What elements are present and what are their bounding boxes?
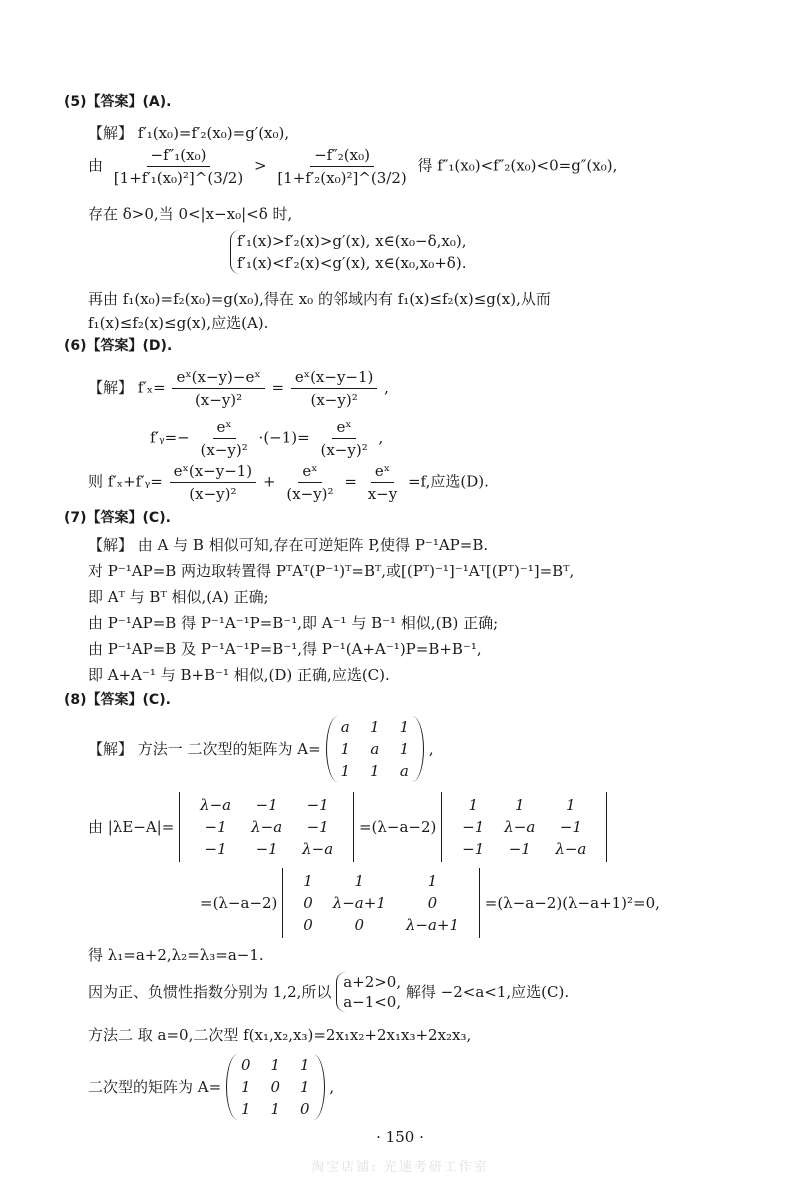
q7-line-1: 【解】 由 A 与 B 相似可知,存在可逆矩阵 P,使得 P⁻¹AP=B. bbox=[88, 536, 489, 554]
det3-cell: 1 bbox=[427, 872, 438, 890]
det3-cell: λ−a+1 bbox=[332, 894, 386, 912]
q7-answer-heading: (7)【答案】(C). bbox=[64, 510, 171, 526]
q7-line-2: 对 P⁻¹AP=B 两边取转置得 PᵀAᵀ(P⁻¹)ᵀ=Bᵀ,或[(Pᵀ)⁻¹]⁻¹Aᵀ[(Pᵀ)⁻¹]=Bᵀ, bbox=[88, 562, 575, 580]
matrix-a-cell: a bbox=[370, 740, 380, 758]
q5-line-3: 存在 δ>0,当 0<|x−x₀|<δ 时, bbox=[88, 205, 293, 223]
matrix-a2-cell: 1 bbox=[270, 1100, 281, 1118]
q5-cases bbox=[230, 230, 466, 274]
matrix-a2-cell: 1 bbox=[300, 1078, 310, 1096]
det2-cell: −1 bbox=[462, 840, 485, 858]
det3-cell: λ−a+1 bbox=[405, 916, 460, 934]
q8-method1-matrix-line: 【解】 方法一 二次型的矩阵为 A= a 1 1 1 a 1 1 1 a , bbox=[88, 718, 434, 780]
matrix-a2-cell: 1 bbox=[300, 1056, 310, 1074]
matrix-a-cell: 1 bbox=[399, 718, 410, 736]
matrix-a2-cell: 0 bbox=[270, 1078, 281, 1096]
det1-cell: λ−a bbox=[302, 840, 334, 858]
det1-cell: −1 bbox=[306, 796, 329, 814]
q7-line-3: 即 Aᵀ 与 Bᵀ 相似,(A) 正确; bbox=[88, 588, 269, 606]
det2-cell: −1 bbox=[462, 818, 485, 836]
det2-cell: −1 bbox=[559, 818, 582, 836]
det2-cell: λ−a bbox=[504, 818, 536, 836]
q8-method2-matrix-line: 二次型的矩阵为 A= 0 1 1 1 0 1 1 1 0 , bbox=[88, 1056, 335, 1118]
matrix-a-cell: 1 bbox=[370, 718, 380, 736]
page-number: · 150 · bbox=[376, 1128, 424, 1146]
q6-line-3: 则 f′ₓ+f′ᵧ= $\frac{\text{eˣ(x−y−1)}}{\text{(x−y)²}}$ + $\frac{\text{eˣ}}{\text{(x−y)²}}$ = $\frac{\text{eˣ}}{x-y}$ =f,应选(D). bbox=[88, 462, 489, 503]
q8-answer-heading: (8)【答案】(C). bbox=[64, 692, 171, 708]
matrix-a-cell: a bbox=[399, 762, 409, 780]
det2-cell: λ−a bbox=[555, 840, 587, 858]
q8-det-line-1: 由 |λE−A|= λ−a −1 −1 −1 λ−a −1 −1 −1 λ−a =(λ−a−2) 1 1 1 −1 λ−a −1 −1 −1 λ−a bbox=[88, 792, 607, 862]
det1-cell: −1 bbox=[255, 796, 278, 814]
q5-line-4: 再由 f₁(x₀)=f₂(x₀)=g(x₀),得在 x₀ 的邻域内有 f₁(x)≤f₂(x)≤g(x),从而 bbox=[88, 290, 551, 308]
q6-line-1: 【解】 f′ₓ= $\frac{\text{eˣ(x−y)−eˣ}}{\text{(x−y)²}}$ = $\frac{\text{eˣ(x−y−1)}}{\text{(x−y)²}}$ , bbox=[88, 368, 389, 409]
q6-answer-heading: (6)【答案】(D). bbox=[64, 338, 173, 354]
det2-cell: 1 bbox=[468, 796, 478, 814]
matrix-a2-cell: 0 bbox=[300, 1100, 310, 1118]
q5-line-1: 【解】 f′₁(x₀)=f′₂(x₀)=g′(x₀), bbox=[88, 124, 290, 142]
matrix-a2-cell: 0 bbox=[240, 1056, 251, 1074]
det2-cell: 1 bbox=[566, 796, 576, 814]
q5-case-1: f′₁(x)>f′₂(x)>g′(x), x∈(x₀−δ,x₀), bbox=[237, 232, 467, 250]
q7-line-6: 即 A+A⁻¹ 与 B+B⁻¹ 相似,(D) 正确,应选(C). bbox=[88, 666, 390, 684]
q8-eigenvalues: 得 λ₁=a+2,λ₂=λ₃=a−1. bbox=[88, 946, 264, 964]
q5-from: 由 bbox=[88, 156, 104, 175]
det3-cell: 1 bbox=[303, 872, 313, 890]
det3-cell: 0 bbox=[427, 894, 438, 912]
matrix-a-cell: 1 bbox=[370, 762, 380, 780]
matrix-a2-cell: 1 bbox=[270, 1056, 281, 1074]
det1-cell: −1 bbox=[306, 818, 329, 836]
matrix-a2-cell: 1 bbox=[240, 1078, 251, 1096]
q5-answer-heading: (5)【答案】(A). bbox=[64, 94, 172, 110]
det1-cell: −1 bbox=[204, 818, 227, 836]
matrix-a-cell: 1 bbox=[340, 762, 351, 780]
q8-det-line-2: =(λ−a−2) 1 1 1 0 λ−a+1 0 0 0 λ−a+1 =(λ−a−2)(λ−a+1)²=0, bbox=[200, 868, 660, 938]
det3-cell: 0 bbox=[354, 916, 365, 934]
q7-line-5: 由 P⁻¹AP=B 及 P⁻¹A⁻¹P=B⁻¹,得 P⁻¹(A+A⁻¹)P=B+B⁻¹, bbox=[88, 640, 482, 658]
det1-cell: λ−a bbox=[200, 796, 232, 814]
q6-line-2: f′ᵧ=− $\frac{\text{eˣ}}{\text{(x−y)²}}$ ·(−1)= $\frac{\text{eˣ}}{\text{(x−y)²}}$ , bbox=[150, 418, 384, 459]
matrix-a2-cell: 1 bbox=[240, 1100, 251, 1118]
det3-cell: 1 bbox=[354, 872, 365, 890]
det1-cell: λ−a bbox=[251, 818, 283, 836]
q8-det-3 bbox=[282, 868, 480, 938]
q7-line-4: 由 P⁻¹AP=B 得 P⁻¹A⁻¹P=B⁻¹,即 A⁻¹ 与 B⁻¹ 相似,(B) 正确; bbox=[88, 614, 499, 632]
q5-fraction-2: $\frac{\text{−f″₂(x₀)}}{\text{[1+f′₂(x₀)²]\textasciicircum{}(3/2)}}$ bbox=[277, 146, 407, 187]
q5-line-5: f₁(x)≤f₂(x)≤g(x),应选(A). bbox=[88, 314, 269, 332]
matrix-a-cell: 1 bbox=[340, 740, 351, 758]
q5-line-2: 由 $\frac{\text{−f″₁(x₀)}}{\text{[1+f′₁(x₀)²]\textasciicircum{}(3/2)}}$ > $\frac{\text{−f″₂(x₀)}}{\text{[1+f′₂(x₀)²]\textasciicircum{}(3/2)}}$ 得 f″₁(x₀)<f″₂(x₀)<0=g″(x₀), bbox=[88, 146, 618, 187]
det1-cell: −1 bbox=[204, 840, 227, 858]
det3-cell: 0 bbox=[303, 916, 313, 934]
det2-cell: 1 bbox=[515, 796, 525, 814]
matrix-a-cell: a bbox=[340, 718, 350, 736]
q8-matrix-a bbox=[326, 716, 425, 782]
q8-inertia-line: 因为正、负惯性指数分别为 1,2,所以 a+2>0, a−1<0, 解得 −2<a<1,应选(C). bbox=[88, 973, 570, 1011]
det1-cell: −1 bbox=[255, 840, 278, 858]
q8-det-2 bbox=[441, 792, 607, 862]
q8-matrix-a-2 bbox=[226, 1054, 325, 1120]
watermark: 淘宝店铺: 光速考研工作室 bbox=[311, 1160, 489, 1175]
det2-cell: −1 bbox=[508, 840, 531, 858]
det3-cell: 0 bbox=[303, 894, 313, 912]
q5-case-2: f′₁(x)<f′₂(x)<g′(x), x∈(x₀,x₀+δ). bbox=[237, 254, 467, 272]
matrix-a-cell: 1 bbox=[399, 740, 410, 758]
q5-derive: 得 f″₁(x₀)<f″₂(x₀)<0=g″(x₀), bbox=[417, 156, 618, 175]
q8-det-1 bbox=[179, 792, 354, 862]
q5-fraction-1: $\frac{\text{−f″₁(x₀)}}{\text{[1+f′₁(x₀)²]\textasciicircum{}(3/2)}}$ bbox=[113, 146, 244, 187]
q8-method2: 方法二 取 a=0,二次型 f(x₁,x₂,x₃)=2x₁x₂+2x₁x₃+2x₂x₃, bbox=[88, 1026, 472, 1044]
